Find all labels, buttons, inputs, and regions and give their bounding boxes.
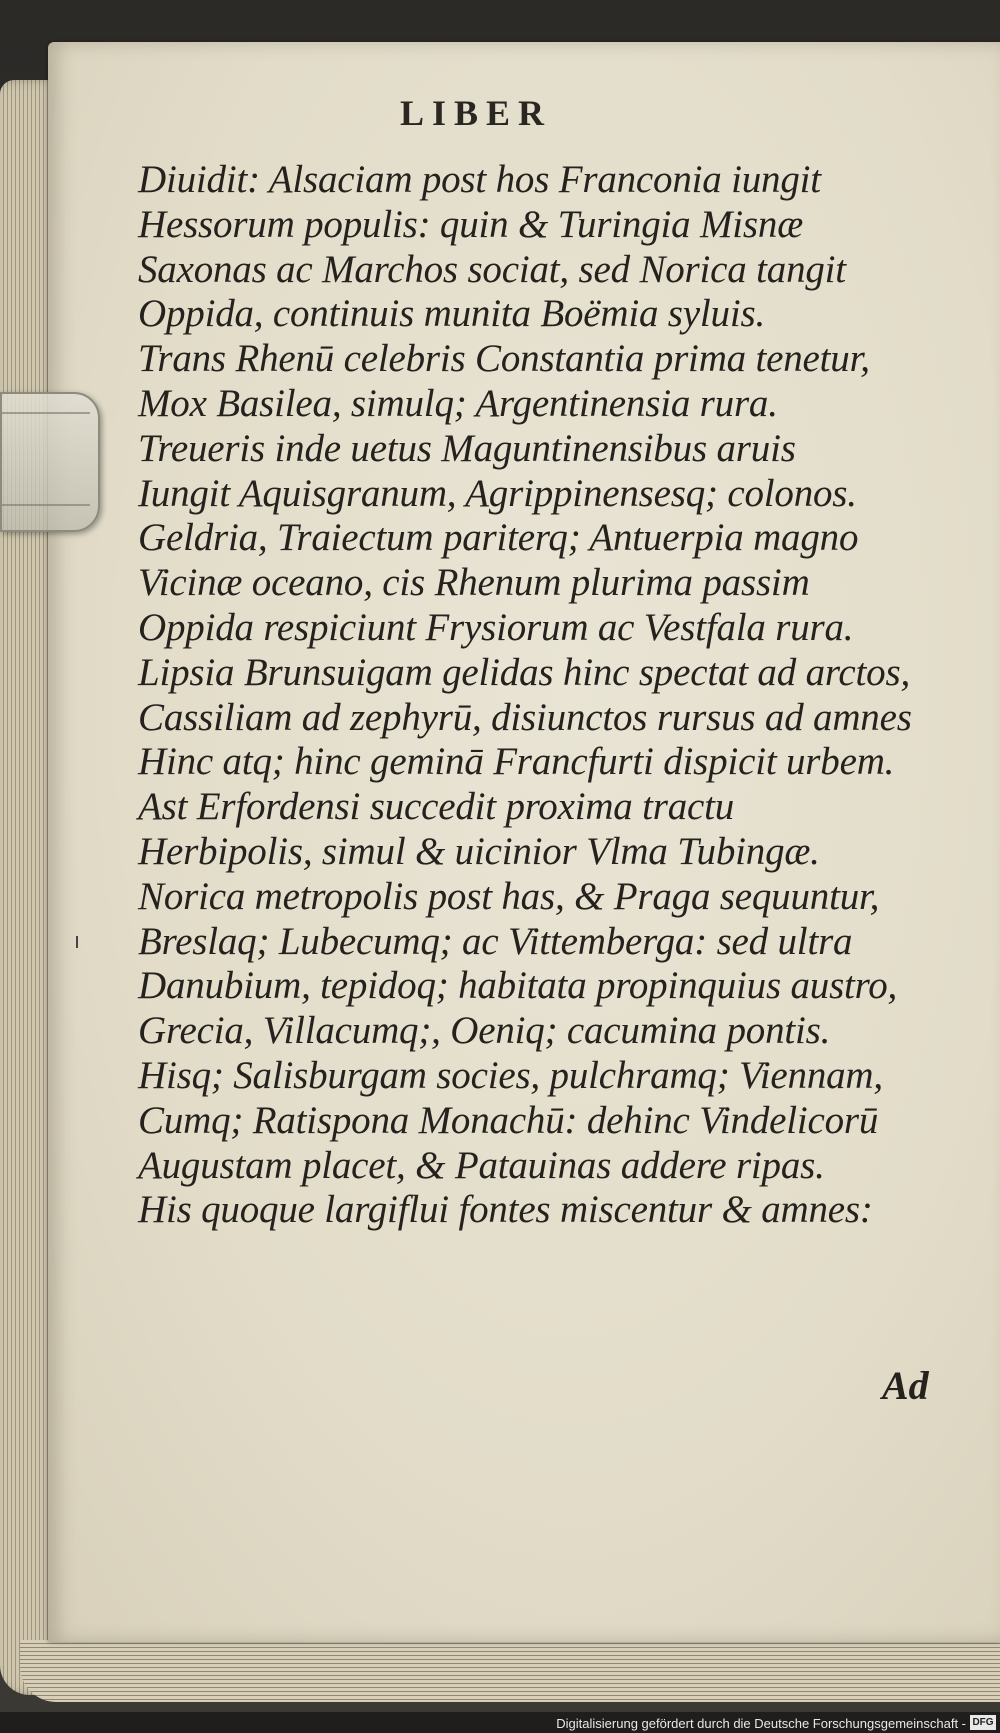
verse-line: Ast Erfordensi succedit proxima tractu bbox=[138, 785, 735, 829]
verse-line: Saxonas ac Marchos sociat, sed Norica tangit bbox=[138, 247, 846, 291]
footer-credit: Digitalisierung gefördert durch die Deutsche Forschungsgemeinschaft - bbox=[556, 1716, 966, 1731]
clip-highlight bbox=[2, 504, 90, 506]
verse-line: Vicinæ oceano, cis Rhenum plurima passim bbox=[138, 561, 810, 605]
verse-line: Hinc atq; hinc geminā Francfurti dispicit urbem. bbox=[138, 740, 895, 784]
verse-line: His quoque largiflui fontes miscentur & amnes: bbox=[138, 1188, 873, 1232]
verse-line: Herbipolis, simul & uicinior Vlma Tubingæ. bbox=[138, 829, 820, 873]
dfg-logo-icon: DFG bbox=[970, 1715, 996, 1730]
clip-highlight bbox=[2, 412, 90, 414]
margin-mark bbox=[76, 936, 78, 948]
verse-line: Oppida respiciunt Frysiorum ac Vestfala rura. bbox=[138, 605, 854, 649]
verse-line: Breslaq; Lubecumq; ac Vittemberga: sed ultra bbox=[138, 919, 853, 963]
verse-line: Oppida, continuis munita Boëmia syluis. bbox=[138, 292, 765, 336]
verse-line: Hisq; Salisburgam socies, pulchramq; Viennam, bbox=[138, 1053, 883, 1097]
verse-line: Norica metropolis post has, & Praga sequuntur, bbox=[138, 874, 880, 918]
running-head: LIBER bbox=[400, 93, 553, 133]
verse-line: Iungit Aquisgranum, Agrippinensesq; colonos. bbox=[138, 471, 857, 515]
verse-line: Hessorum populis: quin & Turingia Misnæ bbox=[138, 202, 804, 246]
page-clip bbox=[0, 392, 100, 532]
verse-line: Lipsia Brunsuigam gelidas hinc spectat ad arctos, bbox=[138, 650, 910, 694]
verse-line: Cassiliam ad zephyrū, disiunctos rursus ad amnes bbox=[138, 695, 912, 739]
verse-line: Cumq; Ratispona Monachū: dehinc Vindelicorū bbox=[138, 1098, 879, 1142]
catchword: Ad bbox=[882, 1363, 929, 1408]
verse-text bbox=[138, 158, 938, 1233]
verse-line: Danubium, tepidoq; habitata propinquius austro, bbox=[138, 964, 898, 1008]
verse-line: Geldria, Traiectum pariterq; Antuerpia magno bbox=[138, 516, 859, 560]
verse-line: Mox Basilea, simulq; Argentinensia rura. bbox=[138, 381, 778, 425]
verse-line: Diuidit: Alsaciam post hos Franconia iungit bbox=[138, 158, 821, 201]
verse-line: Augustam placet, & Patauinas addere ripas. bbox=[138, 1143, 825, 1187]
page-bottom-edge bbox=[20, 1640, 1000, 1702]
verse-line: Trans Rhenū celebris Constantia prima tenetur, bbox=[138, 337, 870, 381]
verse-line: Treueris inde uetus Maguntinensibus aruis bbox=[138, 426, 796, 470]
verse-line: Grecia, Villacumq;, Oeniq; cacumina pontis. bbox=[138, 1009, 831, 1053]
